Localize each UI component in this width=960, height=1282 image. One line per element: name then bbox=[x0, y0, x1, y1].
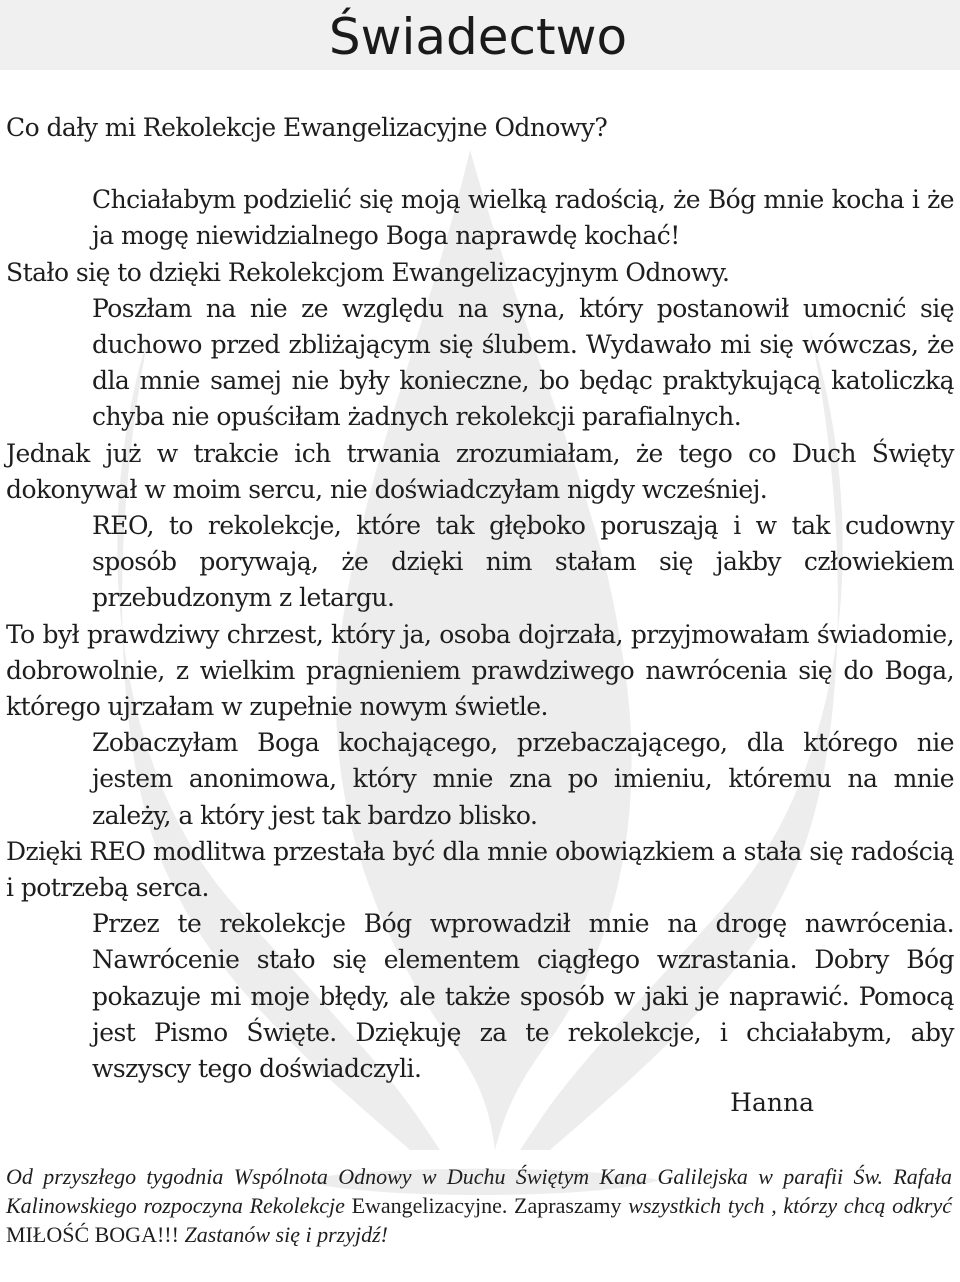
paragraph: REO, to rekolekcje, które tak głęboko poruszają i w tak cudowny sposób porywają, że dzięki nim stałam się jakby człowiekiem przebudzonym z letargu. bbox=[92, 511, 954, 613]
paragraph: Stało się to dzięki Rekolekcjom Ewangelizacyjnym Odnowy. bbox=[6, 257, 730, 287]
announcement-closing: Zastanów się i przyjdź! bbox=[184, 1222, 388, 1247]
announcement bbox=[6, 1162, 952, 1249]
paragraph: Jednak już w trakcie ich trwania zrozumiałam, że tego co Duch Święty dokonywał w moim sercu, nie doświadczyłam nigdy wcześniej. bbox=[6, 438, 954, 504]
page-title: Świadectwo bbox=[328, 8, 628, 66]
paragraph: Przez te rekolekcje Bóg wprowadził mnie na drogę nawrócenia. Nawrócenie stało się elementem ciągłego wzrastania. Dobry Bóg pokazuje mi moje błędy, ale także sposób w jaki je naprawić. Pomocą jest Pismo Święte. Dziękuję za te rekolekcje, i chciałabym, aby wszyscy tego doświadczyli. bbox=[92, 909, 954, 1084]
testimony-body bbox=[6, 110, 954, 1087]
testimony-text bbox=[6, 182, 954, 1087]
signature: Hanna bbox=[730, 1088, 814, 1117]
paragraph: Chciałabym podzielić się moją wielką radością, że Bóg mnie kocha i że ja mogę niewidzialnego Boga naprawdę kochać! bbox=[92, 185, 954, 251]
paragraph: Poszłam na nie ze względu na syna, który postanowił umocnić się duchowo przed zbliżającym się ślubem. Wydawało mi się wówczas, że dla mnie samej nie były konieczne, bo będąc praktykującą katoliczką chyba nie opuściłam żadnych rekolekcji parafialnych. bbox=[92, 293, 954, 432]
announcement-text: Ewangelizacyjne. Zapraszamy bbox=[351, 1193, 622, 1218]
paragraph: Dzięki REO modlitwa przestała być dla mnie obowiązkiem a stała się radością i potrzebą serca. bbox=[6, 836, 954, 903]
announcement-text: wszystkich tych , którzy chcą odkryć bbox=[628, 1193, 953, 1218]
paragraph: Zobaczyłam Boga kochającego, przebaczającego, dla którego nie jestem anonimowa, który mnie zna po imieniu, któremu na mnie zależy, a który jest tak bardzo blisko. bbox=[92, 728, 954, 830]
announcement-text: Od przyszłego tygodnia Wspólnota Odnowy w Duchu Świętym Kana Galilejska w parafii Św. Rafała Kalinowskiego rozpoczyna Rekolekcje bbox=[6, 1164, 952, 1218]
announcement-emphasis: MIŁOŚĆ BOGA!!! bbox=[6, 1222, 179, 1247]
question-line: Co dały mi Rekolekcje Ewangelizacyjne Odnowy? bbox=[6, 113, 608, 142]
paragraph: To był prawdziwy chrzest, który ja, osoba dojrzała, przyjmowałam świadomie, dobrowolnie, z wielkim pragnieniem prawdziwego nawrócenia się do Boga, którego ujrzałam w zupełnie nowym świetle. bbox=[6, 619, 954, 722]
